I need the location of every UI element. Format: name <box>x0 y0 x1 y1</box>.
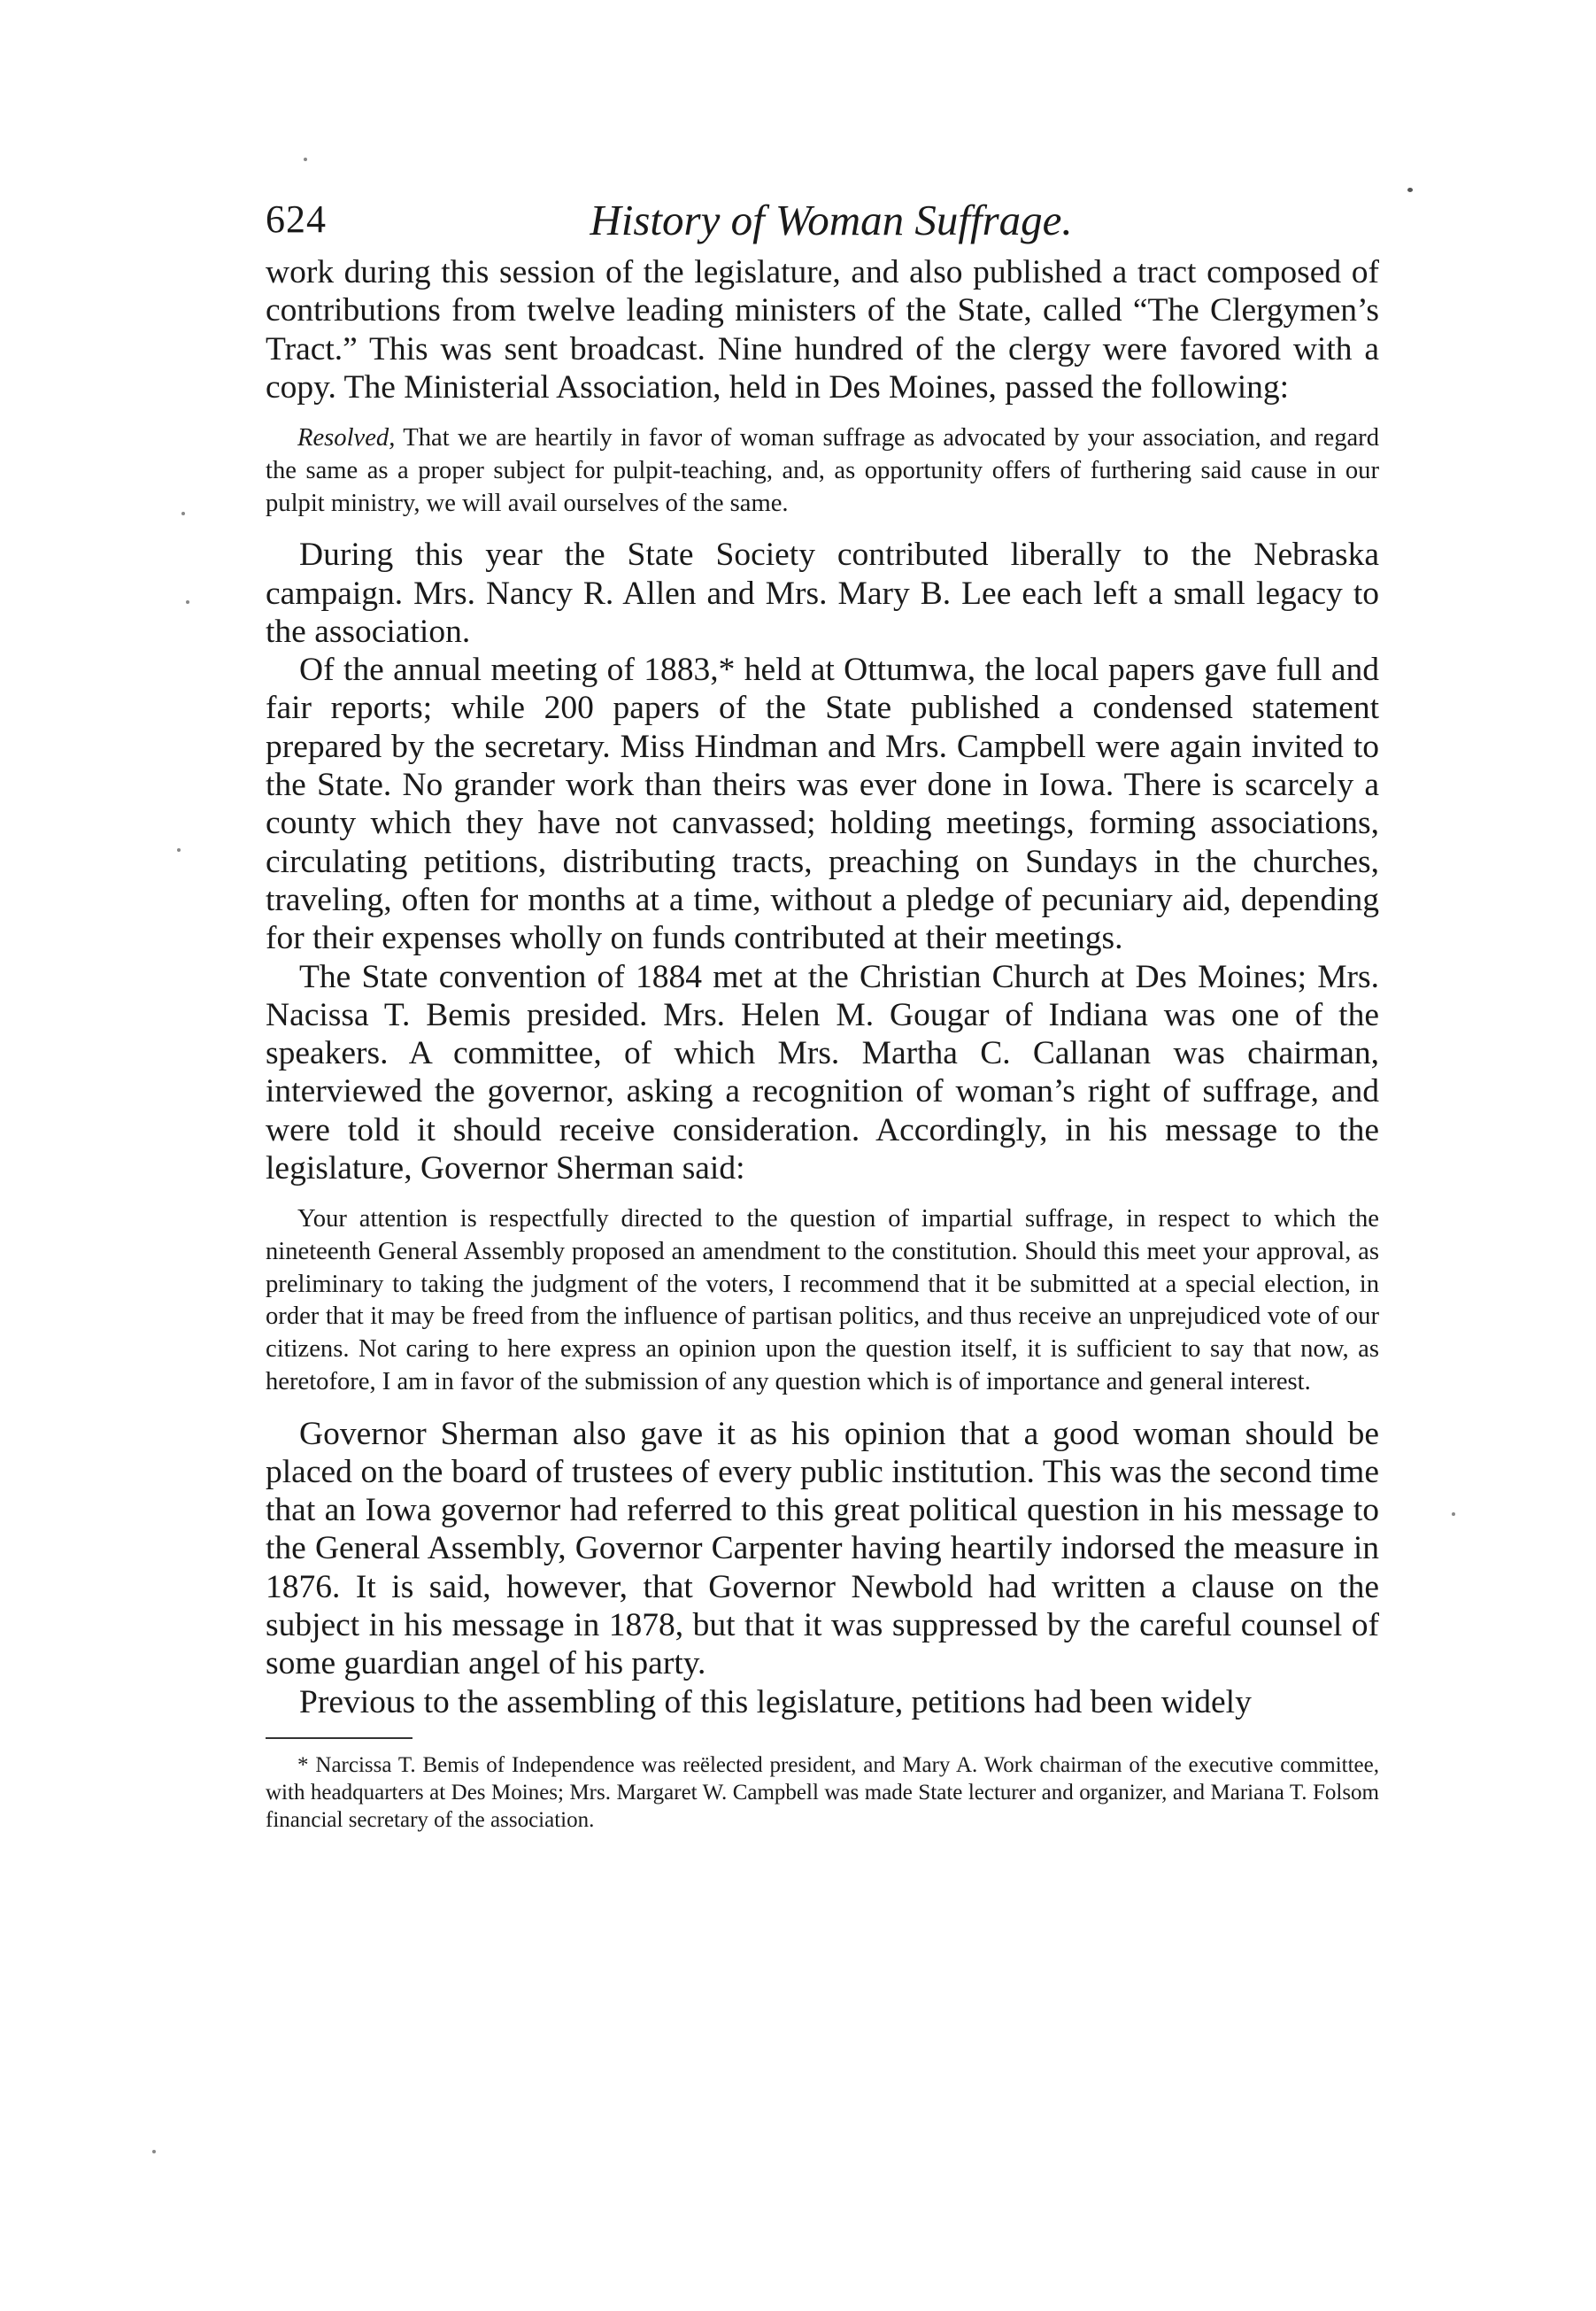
running-head <box>266 197 1379 253</box>
paragraph-6: Previous to the assembling of this legislature, petitions had been widely <box>299 1683 1252 1720</box>
footnote-divider <box>266 1737 412 1739</box>
paragraph-4: The State convention of 1884 met at the Christian Church at Des Moines; Mrs. Nacissa T. Bemis presided. Mrs. Helen M. Gougar of Indiana was one of the speakers. A committee, of which Mrs. Martha C. Callanan was chairman, interviewed the governor, asking a recognition of woman’s right of suffrage, and were told it should receive consideration. Accordingly, in his message to the legislature, Governor Sherman said: <box>266 958 1379 1187</box>
paragraph-1: work during this session of the legislature, and also published a tract composed of contributions from twelve leading ministers of the State, called “The Clergymen’s Tract.” This was sent broadcast. Nine hundred of the clergy were favored with a copy. The Ministerial Association, held in Des Moines, passed the following: <box>266 254 1379 406</box>
paragraph-3: Of the annual meeting of 1883,* held at Ottumwa, the local papers gave full and fair reports; while 200 papers of the State published a condensed statement prepared by the secretary. Miss Hindman and Mrs. Campbell were again invited to the State. No grander work than theirs was ever done in Iowa. There is scarcely a county which they have not canvassed; holding meetings, forming associations, circulating petitions, distributing tracts, preaching on Sundays in the churches, traveling, often for months at a time, without a pledge of pecuniary aid, depending for their expenses wholly on funds contributed at their meetings. <box>266 652 1379 957</box>
resolved-label: Resolved, <box>297 424 396 452</box>
book-page <box>266 197 1379 1834</box>
paragraph-5: Governor Sherman also gave it as his opinion that a good woman should be placed on the board of trustees of every public institution. This was the second time that an Iowa governor had referred to this great political question in his message to the General Assembly, Governor Carpenter having heartily indorsed the measure in 1876. It is said, however, that Governor Newbold had written a clause on the subject in his message in 1878, but that it was suppressed by the careful counsel of some guardian angel of his party. <box>266 1415 1379 1682</box>
page-number: 624 <box>266 197 327 241</box>
scan-speck <box>1452 1512 1455 1516</box>
scan-speck <box>181 512 185 515</box>
scan-speck <box>152 2150 156 2153</box>
scan-speck <box>1407 188 1413 192</box>
running-title: History of Woman Suffrage. <box>590 196 1073 244</box>
scan-speck <box>304 158 307 161</box>
resolution-text: That we are heartily in favor of woman suffrage as advocated by your association, and regard the same as a proper subject for pulpit-teaching, and, as opportunity offers of furthering said cause in our pulpit ministry, we will avail ourselves of the same. <box>266 424 1379 517</box>
footnote: * Narcissa T. Bemis of Independence was reëlected president, and Mary A. Work chairman of the executive committee, with headquarters at Des Moines; Mrs. Margaret W. Campbell was made State lecturer and organizer, and Mariana T. Folsom financial secretary of the association. <box>266 1752 1379 1832</box>
resolution-quote <box>266 422 1379 520</box>
paragraph-2: During this year the State Society contributed liberally to the Nebraska campaign. Mrs. Nancy R. Allen and Mrs. Mary B. Lee each left a small legacy to the association. <box>266 537 1379 650</box>
scan-speck <box>186 600 189 604</box>
governor-message-quote: Your attention is respectfully directed to the question of impartial suffrage, in respect to which the nineteenth General Assembly proposed an amendment to the constitution. Should this meet your approval, as preliminary to taking the judgment of the voters, I recommend that it be submitted at a special election, in order that it may be freed from the influence of partisan politics, and thus receive an unprejudiced vote of our citizens. Not caring to here express an opinion upon the question itself, it is sufficient to say that now, as heretofore, I am in favor of the submission of any question which is of importance and general interest. <box>266 1205 1379 1395</box>
scan-speck <box>177 848 181 852</box>
